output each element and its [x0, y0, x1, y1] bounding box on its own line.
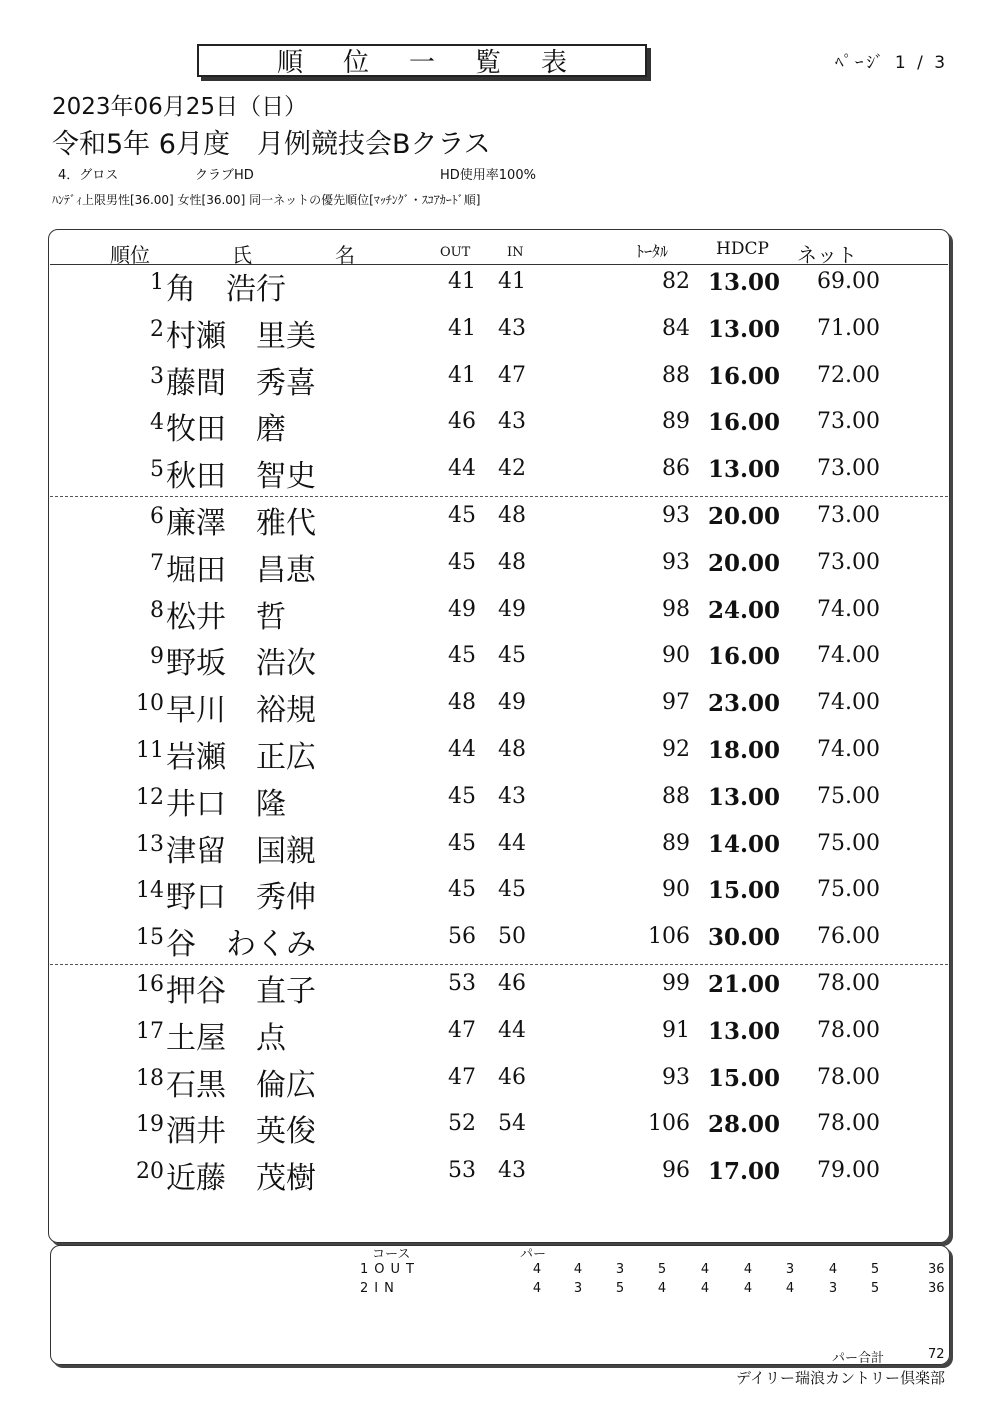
hdcp-cell: 13.00	[708, 783, 781, 811]
total-score-cell: 93	[662, 1064, 690, 1090]
net-score-cell: 74.00	[817, 596, 880, 622]
hdcp-cell: 13.00	[708, 269, 781, 296]
hole-par: 4	[743, 1262, 753, 1277]
hole-par: 3	[828, 1281, 838, 1296]
rank-cell: 4	[150, 410, 164, 436]
rank-cell: 18	[136, 1065, 164, 1091]
net-score-cell: 71.00	[817, 315, 880, 341]
club-name: デイリー瑞浪カントリー倶楽部	[736, 1369, 945, 1387]
total-score-cell: 98	[662, 596, 690, 622]
course-line-total: 36	[928, 1262, 945, 1277]
total-score-cell: 90	[662, 877, 690, 903]
in-score-cell: 48	[498, 503, 526, 528]
total-score-cell: 106	[648, 1111, 690, 1137]
net-score-cell: 74.00	[817, 737, 880, 762]
rank-cell: 14	[136, 878, 164, 904]
in-score-cell: 46	[498, 1064, 526, 1090]
net-score-cell: 75.00	[817, 830, 880, 856]
out-score-cell: 41	[448, 362, 476, 388]
hdcp-cell: 15.00	[708, 1064, 781, 1092]
handicap-type: クラブHD	[195, 168, 254, 183]
total-score-cell: 90	[662, 643, 690, 669]
table-row	[0, 1013, 1000, 1059]
name-cell: 野口 秀伸	[166, 880, 316, 916]
page-number: ﾍﾟｰｼﾞ 1 / 3	[835, 53, 949, 73]
table-row	[0, 732, 1000, 778]
hole-par: 5	[657, 1262, 667, 1277]
table-row	[0, 1106, 1000, 1152]
course-line-name: 1OUT	[360, 1262, 420, 1277]
rank-cell: 20	[136, 1159, 164, 1185]
rank-cell: 7	[150, 550, 164, 576]
table-row	[0, 872, 1000, 918]
rank-cell: 15	[136, 925, 164, 951]
table-row	[0, 638, 1000, 684]
net-score-cell: 74.00	[817, 643, 880, 669]
hole-par: 4	[657, 1281, 667, 1296]
in-score-cell: 46	[498, 971, 526, 996]
table-row	[0, 1060, 1000, 1106]
rank-cell: 19	[136, 1112, 164, 1138]
name-cell: 角 浩行	[166, 272, 286, 307]
event-name: 令和5年 6月度 月例競技会Bクラス	[52, 129, 491, 160]
out-score-cell: 45	[448, 549, 476, 575]
net-score-cell: 76.00	[817, 924, 880, 950]
hdcp-cell: 20.00	[708, 549, 781, 577]
table-row	[0, 826, 1000, 872]
out-score-cell: 53	[448, 971, 476, 996]
table-row	[0, 311, 1000, 357]
hole-par: 5	[870, 1262, 880, 1277]
out-score-cell: 41	[448, 315, 476, 341]
in-score-cell: 41	[498, 269, 526, 294]
name-cell: 土屋 点	[166, 1020, 286, 1056]
net-score-cell: 79.00	[817, 1158, 880, 1184]
name-cell: 石黒 倫広	[166, 1067, 316, 1103]
hdcp-cell: 30.00	[708, 924, 781, 952]
par-total-value: 72	[928, 1347, 945, 1362]
col-out: OUT	[440, 245, 471, 260]
name-cell: 岩瀬 正広	[166, 740, 316, 775]
name-cell: 廉澤 雅代	[166, 506, 316, 541]
name-cell: 谷 わくみ	[166, 927, 316, 963]
rank-cell: 1	[150, 270, 164, 295]
handicap-rate: HD使用率100%	[440, 168, 536, 183]
hole-par: 4	[743, 1281, 753, 1296]
course-label: コース	[372, 1247, 411, 1262]
course-par-box	[50, 1245, 950, 1365]
total-score-cell: 106	[648, 924, 690, 950]
name-cell: 早川 裕規	[166, 693, 316, 729]
total-score-cell: 93	[662, 503, 690, 528]
net-score-cell: 74.00	[817, 690, 880, 716]
hole-par: 3	[573, 1281, 583, 1296]
hole-par: 4	[700, 1262, 710, 1277]
net-score-cell: 73.00	[817, 456, 880, 482]
total-score-cell: 88	[662, 362, 690, 388]
col-in: IN	[507, 245, 524, 260]
rank-cell: 10	[136, 691, 164, 717]
name-cell: 牧田 磨	[166, 412, 286, 448]
total-score-cell: 89	[662, 830, 690, 856]
out-score-cell: 45	[448, 830, 476, 856]
rank-cell: 5	[150, 457, 164, 483]
net-score-cell: 78.00	[817, 1064, 880, 1090]
table-row	[0, 592, 1000, 638]
in-score-cell: 43	[498, 409, 526, 435]
table-row	[0, 404, 1000, 450]
out-score-cell: 49	[448, 596, 476, 622]
in-score-cell: 50	[498, 924, 526, 950]
col-hdcp: HDCP	[716, 239, 769, 259]
hole-par: 4	[532, 1281, 542, 1296]
rank-cell: 13	[136, 831, 164, 857]
net-score-cell: 78.00	[817, 971, 880, 996]
net-score-cell: 73.00	[817, 549, 880, 575]
rank-cell: 6	[150, 504, 164, 529]
par-label: パー	[520, 1247, 547, 1262]
name-cell: 井口 隆	[166, 786, 286, 822]
out-score-cell: 47	[448, 1064, 476, 1090]
hdcp-cell: 20.00	[708, 503, 781, 530]
out-score-cell: 46	[448, 409, 476, 435]
col-net: ネット	[797, 243, 857, 267]
rank-cell: 11	[136, 738, 164, 763]
out-score-cell: 45	[448, 877, 476, 903]
col-total: ﾄｰﾀﾙ	[636, 242, 669, 261]
table-row	[0, 966, 1000, 1012]
name-cell: 藤間 秀喜	[166, 365, 316, 401]
col-name-b: 名	[335, 243, 355, 267]
table-row	[0, 358, 1000, 404]
hole-par: 4	[573, 1262, 583, 1277]
rank-cell: 16	[136, 972, 164, 997]
hdcp-cell: 17.00	[708, 1158, 781, 1186]
scoring-format: 4．グロス	[58, 168, 119, 183]
net-score-cell: 78.00	[817, 1111, 880, 1137]
page-title: 順位一覧表	[197, 44, 647, 77]
hole-par: 5	[870, 1281, 880, 1296]
in-score-cell: 47	[498, 362, 526, 388]
in-score-cell: 48	[498, 737, 526, 762]
hdcp-cell: 13.00	[708, 315, 781, 343]
name-cell: 村瀬 里美	[166, 318, 316, 354]
out-score-cell: 56	[448, 924, 476, 950]
hdcp-cell: 13.00	[708, 456, 781, 484]
net-score-cell: 75.00	[817, 877, 880, 903]
hole-par: 4	[700, 1281, 710, 1296]
out-score-cell: 45	[448, 503, 476, 528]
net-score-cell: 73.00	[817, 503, 880, 528]
out-score-cell: 45	[448, 643, 476, 669]
table-row	[0, 498, 1000, 544]
in-score-cell: 54	[498, 1111, 526, 1137]
rank-cell: 8	[150, 597, 164, 623]
rank-cell: 12	[136, 784, 164, 810]
net-score-cell: 72.00	[817, 362, 880, 388]
hdcp-cell: 18.00	[708, 737, 781, 764]
rank-cell: 3	[150, 363, 164, 389]
hdcp-cell: 15.00	[708, 877, 781, 905]
hdcp-cell: 23.00	[708, 690, 781, 718]
in-score-cell: 44	[498, 1017, 526, 1043]
hole-par: 4	[785, 1281, 795, 1296]
hole-par: 3	[615, 1262, 625, 1277]
col-name-a: 氏	[232, 243, 252, 267]
table-row	[0, 779, 1000, 825]
net-score-cell: 75.00	[817, 783, 880, 809]
table-row	[0, 685, 1000, 731]
out-score-cell: 44	[448, 456, 476, 482]
col-rank: 順位	[110, 243, 150, 267]
name-cell: 近藤 茂樹	[166, 1161, 316, 1197]
out-score-cell: 41	[448, 269, 476, 294]
out-score-cell: 44	[448, 737, 476, 762]
hole-par: 5	[615, 1281, 625, 1296]
hole-par: 3	[785, 1262, 795, 1277]
hole-par: 4	[532, 1262, 542, 1277]
name-cell: 野坂 浩次	[166, 646, 316, 682]
in-score-cell: 43	[498, 783, 526, 809]
name-cell: 松井 哲	[166, 599, 286, 635]
in-score-cell: 49	[498, 690, 526, 716]
net-score-cell: 73.00	[817, 409, 880, 435]
hdcp-cell: 13.00	[708, 1017, 781, 1045]
hole-par: 4	[828, 1262, 838, 1277]
in-score-cell: 43	[498, 315, 526, 341]
hdcp-cell: 16.00	[708, 643, 781, 671]
net-score-cell: 78.00	[817, 1017, 880, 1043]
in-score-cell: 42	[498, 456, 526, 482]
name-cell: 秋田 智史	[166, 459, 316, 495]
in-score-cell: 44	[498, 830, 526, 856]
in-score-cell: 48	[498, 549, 526, 575]
out-score-cell: 53	[448, 1158, 476, 1184]
hdcp-cell: 21.00	[708, 971, 781, 998]
name-cell: 堀田 昌恵	[166, 552, 316, 588]
total-score-cell: 84	[662, 315, 690, 341]
par-total-label: パー合計	[832, 1351, 885, 1366]
table-row	[0, 919, 1000, 965]
in-score-cell: 45	[498, 877, 526, 903]
total-score-cell: 96	[662, 1158, 690, 1184]
out-score-cell: 47	[448, 1017, 476, 1043]
name-cell: 酒井 英俊	[166, 1114, 316, 1150]
course-line-name: 2IN	[360, 1281, 400, 1296]
total-score-cell: 86	[662, 456, 690, 482]
course-line-total: 36	[928, 1281, 945, 1296]
table-row	[0, 451, 1000, 497]
in-score-cell: 45	[498, 643, 526, 669]
table-row	[0, 264, 1000, 310]
hdcp-cell: 24.00	[708, 596, 781, 624]
hdcp-cell: 14.00	[708, 830, 781, 858]
name-cell: 津留 国親	[166, 833, 316, 869]
rank-cell: 9	[150, 644, 164, 670]
table-row	[0, 545, 1000, 591]
total-score-cell: 91	[662, 1017, 690, 1043]
hdcp-cell: 16.00	[708, 409, 781, 437]
table-row	[0, 1153, 1000, 1199]
out-score-cell: 52	[448, 1111, 476, 1137]
total-score-cell: 92	[662, 737, 690, 762]
in-score-cell: 43	[498, 1158, 526, 1184]
hdcp-cell: 28.00	[708, 1111, 781, 1139]
handicap-note: ﾊﾝﾃﾞｨ上限男性[36.00] 女性[36.00] 同一ネットの優先順位[ﾏｯﾁﾝｸﾞ・ｽｺｱｶｰﾄﾞ順]	[52, 193, 481, 207]
hdcp-cell: 16.00	[708, 362, 781, 390]
event-date: 2023年06月25日（日）	[52, 94, 308, 120]
rank-cell: 17	[136, 1018, 164, 1044]
total-score-cell: 88	[662, 783, 690, 809]
total-score-cell: 82	[662, 269, 690, 294]
total-score-cell: 99	[662, 971, 690, 996]
total-score-cell: 93	[662, 549, 690, 575]
rank-cell: 2	[150, 316, 164, 342]
total-score-cell: 89	[662, 409, 690, 435]
net-score-cell: 69.00	[817, 269, 880, 294]
name-cell: 押谷 直子	[166, 974, 316, 1009]
out-score-cell: 48	[448, 690, 476, 716]
out-score-cell: 45	[448, 783, 476, 809]
in-score-cell: 49	[498, 596, 526, 622]
total-score-cell: 97	[662, 690, 690, 716]
